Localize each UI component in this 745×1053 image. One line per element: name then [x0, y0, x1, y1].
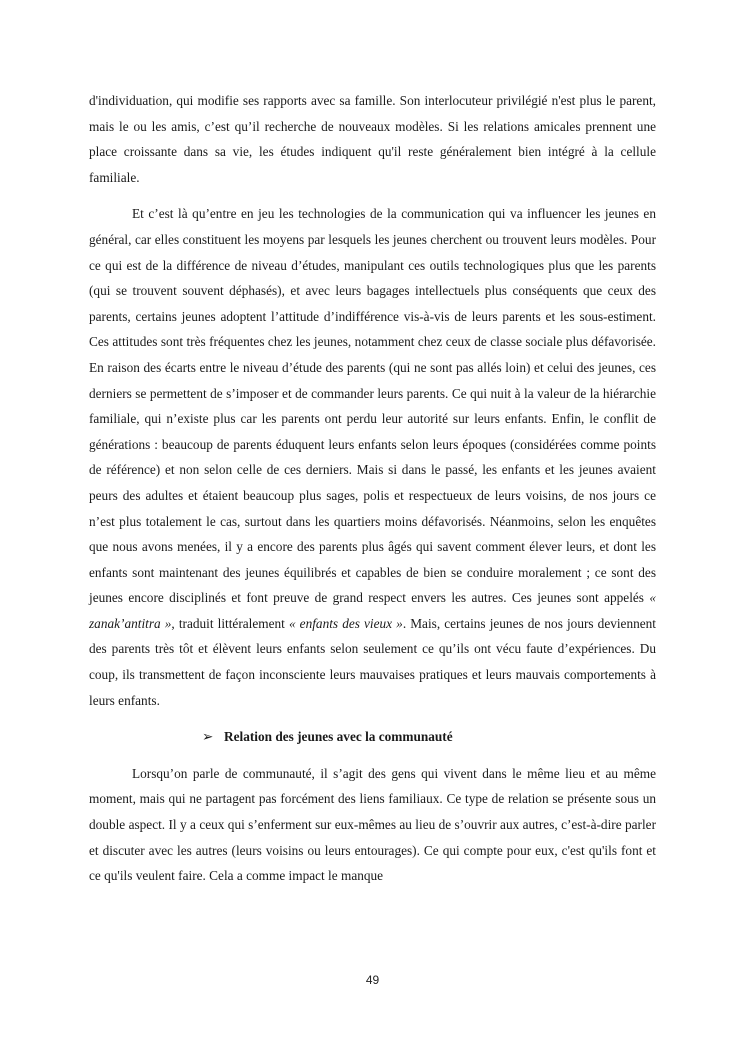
page-number: 49: [365, 973, 380, 987]
section-heading: [89, 724, 656, 750]
translation-intro: , traduit littéralement: [171, 615, 289, 631]
paragraph-communaute: Lorsqu’on parle de communauté, il s’agit des gens qui vivent dans le même lieu et au même moment, mais qui ne partagent pas forcément des liens familiaux. Ce type de relation se présente sous un double aspect. Il y a ceux qui s’enferment sur eux-mêmes au lieu de s’ouvrir aux autres, c’est-à-dire parler et discuter avec les autres (leurs voisins ou leurs entourages). Ce qui compte pour eux, c'est qu'ils font et ce qu'ils veulent faire. Cela a comme impact le manque: [89, 765, 656, 884]
term-zanak-antitra: « zanak’antitra »: [89, 590, 656, 631]
paragraph-technologies-end: . Mais, certains jeunes de nos jours deviennent des parents très tôt et élèvent leurs enfants selon seulement ce qu’ils ont vécu faute d’expériences. Du coup, ils transmettent de façon inconsciente leurs mauvaises pratiques et leurs mauvais comportements à leurs enfants.: [89, 615, 657, 708]
body-text: [89, 88, 656, 889]
term-enfants-des-vieux: « enfants des vieux »: [288, 615, 403, 631]
section-heading-text: Relation des jeunes avec la communauté: [224, 729, 453, 745]
paragraph-individuation: d'individuation, qui modifie ses rapports avec sa famille. Son interlocuteur privilégié n'est plus le parent, mais le ou les amis, c’est qu’il recherche de nouveaux modèles. Si les relations amicales prennent une place croissante dans sa vie, les études indiquent qu'il reste généralement bien intégré à la cellule familiale.: [89, 93, 656, 185]
paragraph-technologies-text: Et c’est là qu’entre en jeu les technologies de la communication qui va influencer les jeunes en général, car elles constituent les moyens par lesquels les jeunes cherchent ou trouvent leurs modèles. Pour ce qui est de la différence de niveau d’études, manipulant ces outils technologiques plus que les parents (qui se trouvent souvent déphasés), et avec leurs bagages intellectuels plus conséquents que ceux des parents, certains jeunes adoptent l’attitude d’indifférence vis-à-vis de leurs parents et les sous-estiment. Ces attitudes sont très fréquentes chez les jeunes, notamment chez ceux de classe sociale plus défavorisée. En raison des écarts entre le niveau d’étude des parents (qui ne sont pas allés loin) et celui des jeunes, ces derniers se permettent de s’imposer et de commander leurs parents. Ce qui nuit à la valeur de la hiérarchie familiale, qui n’existe plus car les parents ont perdu leur autorité sur leurs enfants. Enfin, le conflit de générations : beaucoup de parents éduquent leurs enfants selon leurs époques (considérées comme points de référence) et non selon celle de ces derniers. Mais si dans le passé, les enfants et les jeunes avaient peurs des adultes et étaient beaucoup plus sages, polis et respectueux de leurs voisins, de nos jours ce n’est plus totalement le cas, surtout dans les quartiers moins défavorisés. Néanmoins, selon les enquêtes que nous avons menées, il y a encore des parents plus âgés qui savent comment élever leurs, et dont les enfants sont maintenant des jeunes équilibrés et capables de bien se conduire moralement ; ce sont des jeunes encore disciplinés et font preuve de grand respect envers les autres. Ces jeunes sont appelés: [89, 206, 656, 606]
arrow-bullet-icon: ➢: [202, 729, 214, 745]
paragraph-technologies: [89, 201, 656, 713]
